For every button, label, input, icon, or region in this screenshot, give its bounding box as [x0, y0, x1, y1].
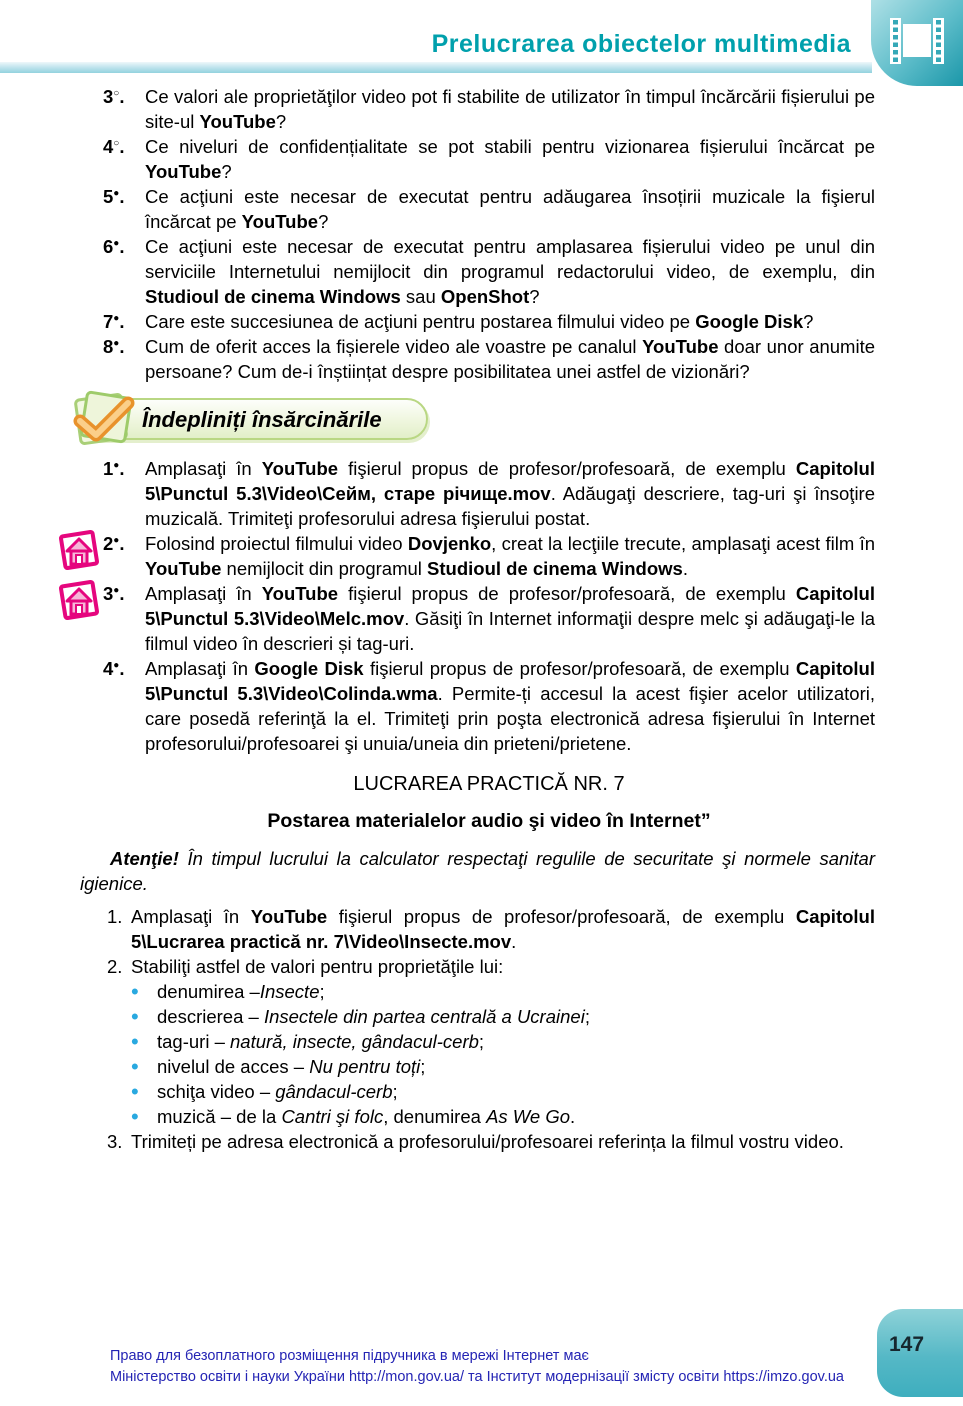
task-item: [103, 581, 875, 656]
bullet-text: descrierea – Insectele din partea centrală a Ucrainei;: [157, 1006, 590, 1027]
task-number: 2●.: [103, 533, 125, 554]
attention-note: Atenţie! În timpul lucrului la calculator respectaţi regulile de securitate şi normele sanitar igienice.: [80, 848, 875, 894]
practical-work-subtitle: Postarea materialelor audio şi video în Internet”: [267, 810, 711, 832]
task-number: 1●.: [103, 458, 125, 479]
checkmark-note-icon: [64, 389, 142, 457]
task-number: 3●.: [103, 583, 125, 604]
tasks-list: [103, 456, 875, 756]
practical-steps-list: [103, 904, 875, 1154]
property-bullet-item: [131, 1054, 875, 1079]
question-number: 7●.: [103, 311, 125, 332]
task-text: Folosind proiectul filmului video Dovjenko, creat la lecţiile trecute, amplasaţi acest film în YouTube nemijlocit din programul Studioul de cinema Windows.: [145, 533, 875, 579]
property-bullet-item: [131, 1004, 875, 1029]
question-text: Cum de oferit acces la fișierele video ale voastre pe canalul YouTube doar unor anumite persoane? Cum de-i înștiințat despre posibilitatea unei astfel de vizionări?: [145, 336, 876, 382]
task-item: [103, 456, 875, 531]
property-bullet-item: [131, 979, 875, 1004]
tasks-banner-label: Îndepliniți însărcinările: [142, 406, 382, 432]
bullet-text: nivelul de acces – Nu pentru toți;: [157, 1056, 426, 1077]
question-text: Ce valori ale proprietăţilor video pot fi stabilite de utilizator în timpul încărcării fișierului pe site-ul YouTube?: [145, 86, 875, 132]
page-number: 147: [889, 1333, 925, 1356]
task-text: Amplasaţi în Google Disk fişierul propus de profesor/profesoară, de exemplu Capitolul 5\Punctul 5.3\Video\Colinda.wma. Permite-ți accesul la acest fişier acelor utilizatori, care posedă referinţă la el. Trimiteţi prin poşta electronică adresa fişierului în Internet profesorului/profesoarei şi unuia/uneia din prieteni/prietene.: [145, 658, 876, 754]
question-text: Ce niveluri de confidențialitate se pot stabili pentru vizionarea fișierului încărcat pe YouTube?: [145, 136, 875, 182]
question-item: [103, 184, 875, 234]
step-number: 3.: [107, 1131, 123, 1152]
step-text: Stabiliţi astfel de valori pentru proprietăţile lui:: [131, 956, 504, 977]
bullet-text: muzică – de la Cantri şi folc, denumirea As We Go.: [157, 1106, 576, 1127]
task-text: Amplasaţi în YouTube fişierul propus de profesor/profesoară, de exemplu Capitolul 5\Punctul 5.3\Video\Melc.mov. Găsiţi în Internet informaţii despre melc şi adăugaţi-le la filmul video în descrieri și tag-uri.: [145, 583, 875, 654]
bullet-dot-icon: •: [131, 1054, 139, 1079]
question-number: 3○.: [103, 86, 125, 107]
step-number: 1.: [107, 906, 123, 927]
questions-list: [103, 84, 875, 384]
question-item: [103, 309, 875, 334]
question-text: Ce acţiuni este necesar de executat pentru adăugarea însoțirii muzicale la fişierul încărcat pe YouTube?: [145, 186, 875, 232]
bullet-dot-icon: •: [131, 979, 139, 1004]
film-strip-icon: [890, 18, 944, 69]
task-item: [103, 531, 875, 581]
question-number: 4○.: [103, 136, 125, 157]
home-icon: [57, 526, 101, 580]
task-item: [103, 656, 875, 756]
home-icon: [57, 576, 101, 630]
footer-line: Міністерство освіти і науки України http://mon.gov.ua/ та Інститут модернізації змісту освіти https://imzo.gov.ua: [110, 1369, 844, 1385]
bullet-dot-icon: •: [131, 1079, 139, 1104]
task-number: 4●.: [103, 658, 125, 679]
footer-line: Право для безоплатного розміщення підручника в мережі Інтернет має: [110, 1348, 589, 1364]
step-number: 2.: [107, 956, 123, 977]
copyright-footer: [110, 1346, 844, 1388]
bullet-dot-icon: •: [131, 1029, 139, 1054]
question-item: [103, 234, 875, 309]
page-body: [80, 84, 876, 1154]
page-number-tab: [877, 1309, 963, 1397]
bullet-text: schiţa video – gândacul-cerb;: [157, 1081, 398, 1102]
property-bullet-item: [131, 1104, 875, 1129]
step-item: [107, 904, 875, 954]
header-divider: [0, 62, 872, 73]
step-item: [107, 954, 875, 979]
bullet-text: tag-uri – natură, insecte, gândacul-cerb;: [157, 1031, 485, 1052]
question-number: 5●.: [103, 186, 125, 207]
page-title: Prelucrarea obiectelor multimedia: [431, 30, 851, 58]
practical-work-title: LUCRAREA PRACTICĂ NR. 7: [353, 773, 625, 795]
question-item: [103, 134, 875, 184]
question-item: [103, 84, 875, 134]
property-bullet-item: [131, 1079, 875, 1104]
question-text: Care este succesiunea de acţiuni pentru postarea filmului video pe Google Disk?: [145, 311, 814, 332]
question-item: [103, 334, 875, 384]
bullet-dot-icon: •: [131, 1004, 139, 1029]
step-item: [107, 1129, 875, 1154]
step-text: Trimiteți pe adresa electronică a profesorului/profesoarei referința la filmul vostru video.: [131, 1131, 844, 1152]
bullet-dot-icon: •: [131, 1104, 139, 1129]
question-number: 8●.: [103, 336, 125, 357]
task-text: Amplasaţi în YouTube fişierul propus de profesor/profesoară, de exemplu Capitolul 5\Punctul 5.3\Video\Сейм, старе річище.mov. Adăugaţi descriere, tag-uri şi însoţire muzicală. Trimiteţi profesorului adresa fişierului postat.: [145, 458, 876, 529]
tasks-banner: [78, 398, 428, 440]
question-number: 6●.: [103, 236, 125, 257]
step-text: Amplasaţi în YouTube fişierul propus de profesor/profesoară, de exemplu Capitolul 5\Lucrarea practică nr. 7\Video\Insecte.mov.: [131, 906, 875, 952]
chapter-corner-tab: [871, 0, 963, 86]
bullet-text: denumirea –Insecte;: [157, 981, 325, 1002]
question-text: Ce acţiuni este necesar de executat pentru amplasarea fișierului video pe unul din serviciile Internetului nemijlocit din programul redactorului video, de exemplu, din Studioul de cinema Windows sau OpenShot?: [145, 236, 875, 307]
property-bullet-item: [131, 1029, 875, 1054]
